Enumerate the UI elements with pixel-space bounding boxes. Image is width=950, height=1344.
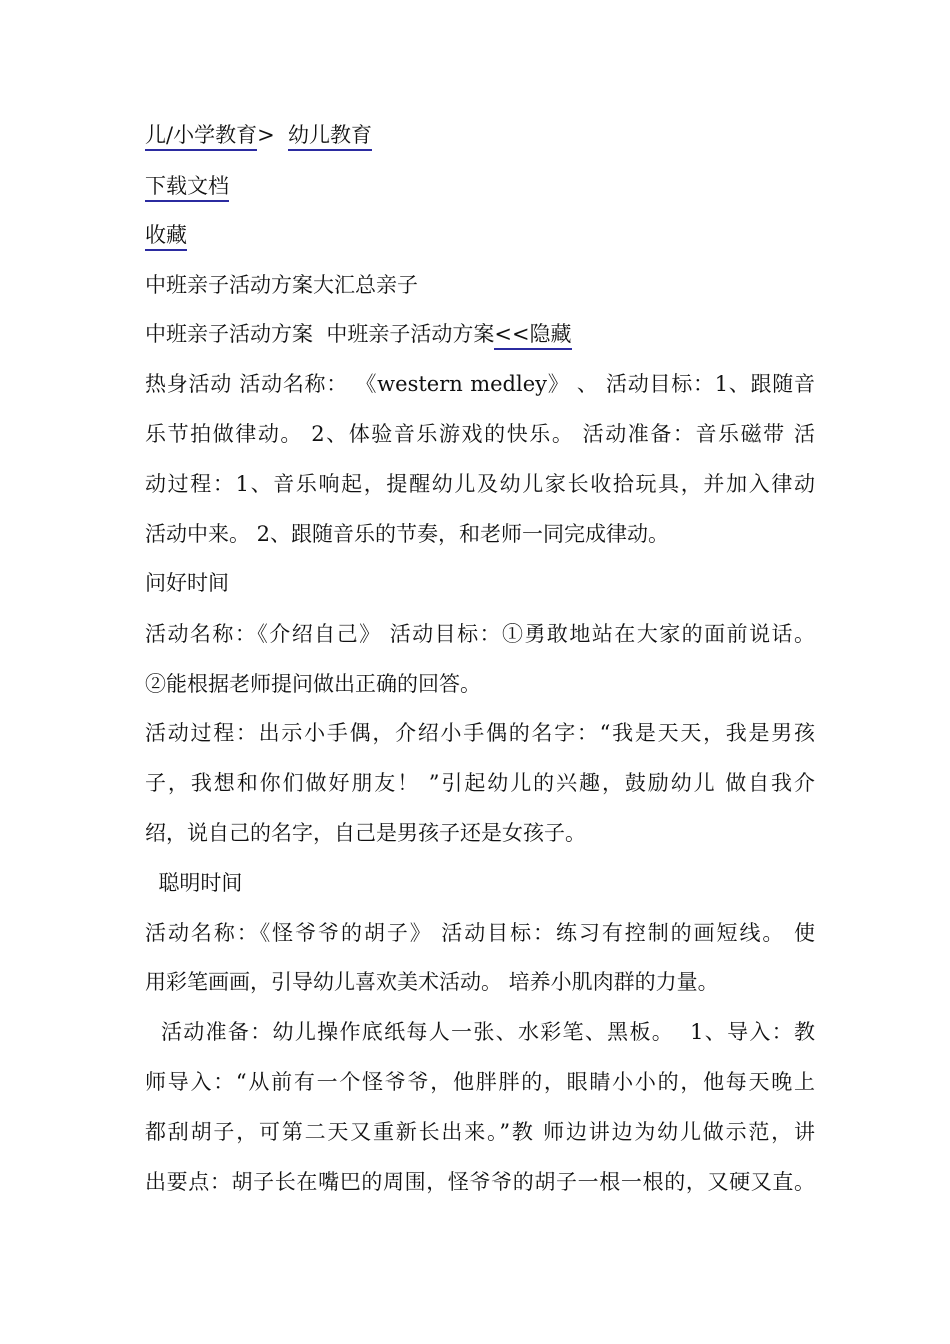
hide-link[interactable]: <<隐藏 bbox=[494, 322, 571, 350]
section-heading: 问好时间 bbox=[145, 571, 229, 595]
paragraph-line: 活动名称：《介绍自己》 活动目标：①勇敢地站在大家的面前说话。 bbox=[145, 622, 815, 646]
paragraph-line: 活动准备：幼儿操作底纸每人一张、水彩笔、黑板。 1、导入：教 bbox=[145, 1020, 815, 1044]
paragraph-line: 热身活动 活动名称： 《western medley》 、 活动目标：1、跟随音 bbox=[145, 372, 815, 396]
paragraph-line: 出要点：胡子长在嘴巴的周围，怪爷爷的胡子一根一根的，又硬又直。 bbox=[145, 1170, 815, 1194]
paragraph-line: 用彩笔画画，引导幼儿喜欢美术活动。 培养小肌肉群的力量。 bbox=[145, 970, 719, 994]
breadcrumb bbox=[145, 121, 815, 149]
subtitle-text: 中班亲子活动方案 中班亲子活动方案 bbox=[145, 322, 495, 346]
paragraph-line: 绍，说自己的名字，自己是男孩子还是女孩子。 bbox=[145, 821, 586, 845]
section-heading: 聪明时间 bbox=[145, 871, 243, 895]
paragraph-line: 动过程：1、音乐响起，提醒幼儿及幼儿家长收拾玩具，并加入律动 bbox=[145, 472, 815, 496]
breadcrumb-current-link[interactable]: 幼儿教育 bbox=[288, 123, 372, 151]
subtitle-line bbox=[145, 320, 815, 348]
paragraph-line: 活动名称：《怪爷爷的胡子》 活动目标：练习有控制的画短线。 使 bbox=[145, 921, 815, 945]
breadcrumb-parent-link[interactable]: 儿/小学教育 bbox=[145, 123, 257, 151]
download-link[interactable]: 下载文档 bbox=[145, 174, 229, 202]
breadcrumb-separator: > bbox=[257, 123, 275, 147]
paragraph-line: 乐节拍做律动。 2、体验音乐游戏的快乐。 活动准备：音乐磁带 活 bbox=[145, 422, 815, 446]
paragraph-line: 师导入：“从前有一个怪爷爷，他胖胖的，眼睛小小的，他每天晚上 bbox=[145, 1070, 815, 1094]
paragraph-line: 子，我想和你们做好朋友！ ”引起幼儿的兴趣，鼓励幼儿 做自我介 bbox=[145, 771, 815, 795]
favorite-link[interactable]: 收藏 bbox=[145, 223, 187, 251]
paragraph-line: 都刮胡子，可第二天又重新长出来。”教 师边讲边为幼儿做示范，讲 bbox=[145, 1120, 815, 1144]
document-title: 中班亲子活动方案大汇总亲子 bbox=[145, 273, 418, 297]
paragraph-line: 活动中来。 2、跟随音乐的节奏，和老师一同完成律动。 bbox=[145, 522, 670, 546]
paragraph-line: ②能根据老师提问做出正确的回答。 bbox=[145, 672, 481, 696]
paragraph-line: 活动过程：出示小手偶，介绍小手偶的名字：“我是天天，我是男孩 bbox=[145, 721, 815, 745]
